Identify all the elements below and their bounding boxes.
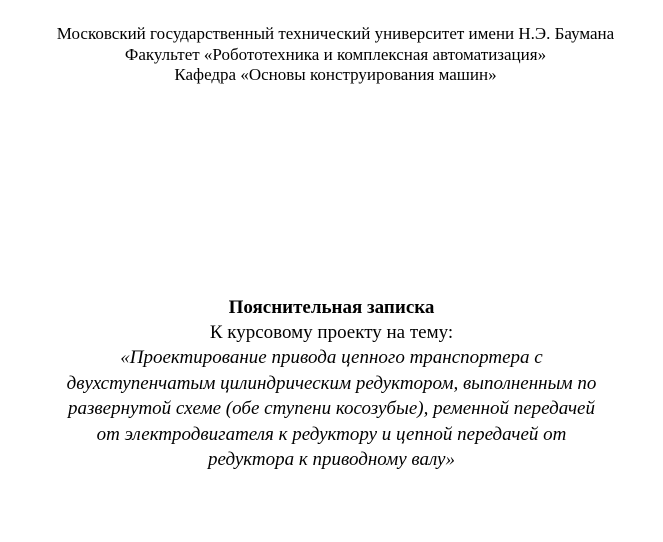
topic-line: «Проектирование привода цепного транспортера с (120, 347, 543, 368)
department-name: Кафедра «Основы конструирования машин» (174, 65, 497, 84)
document-title: Пояснительная записка (228, 297, 435, 318)
document-subtitle: К курсовому проекту на тему: (209, 322, 454, 343)
page-header (0, 24, 663, 86)
topic-line: двухступенчатым цилиндрическим редуктором, выполненным по (66, 372, 597, 394)
project-topic (0, 345, 663, 473)
university-name: Московский государственный технический университет имени Н.Э. Баумана (56, 24, 615, 43)
topic-line: редуктора к приводному валу» (208, 449, 455, 470)
faculty-name: Факультет «Робототехника и комплексная автоматизация» (124, 44, 547, 64)
topic-line: от электродвигателя к редуктору и цепной передачей от (96, 423, 567, 445)
topic-line: развернутой схеме (обе ступени косозубые), ременной передачей (68, 398, 595, 419)
title-block (0, 295, 663, 473)
